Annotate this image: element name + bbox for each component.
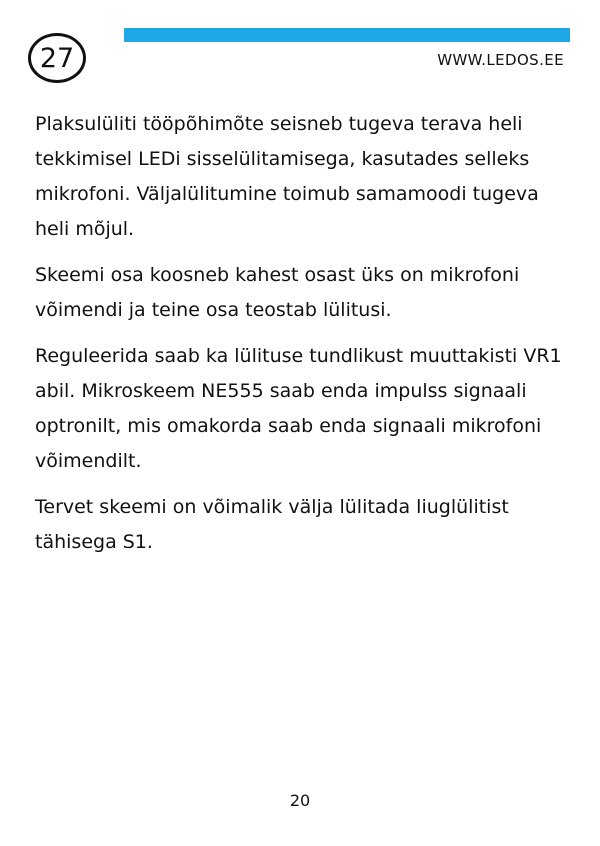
website-url: WWW.LEDOS.EE [437,51,564,69]
paragraph: Reguleerida saab ka lülituse tundlikust muuttakisti VR1 abil. Mikroskeem NE555 saab enda impulss signaali optronilt, mis omakorda saab enda signaali mikrofoni võimendilt. [35,345,562,472]
page-number: 20 [289,791,311,810]
chapter-number-badge [28,33,86,83]
body-text [35,107,570,571]
paragraph: Skeemi osa koosneb kahest osast üks on mikrofoni võimendi ja teine osa teostab lülitusi. [35,264,520,321]
header-accent-bar [124,28,570,42]
chapter-number: 27 [39,42,75,74]
paragraph: Tervet skeemi on võimalik välja lülitada liuglülitist tähisega S1. [35,496,509,553]
paragraph: Plaksulüliti tööpõhimõte seisneb tugeva terava heli tekkimisel LEDi sisselülitamisega, kasutades selleks mikrofoni. Väljalülitumine toimub samamoodi tugeva heli mõjul. [35,113,539,240]
